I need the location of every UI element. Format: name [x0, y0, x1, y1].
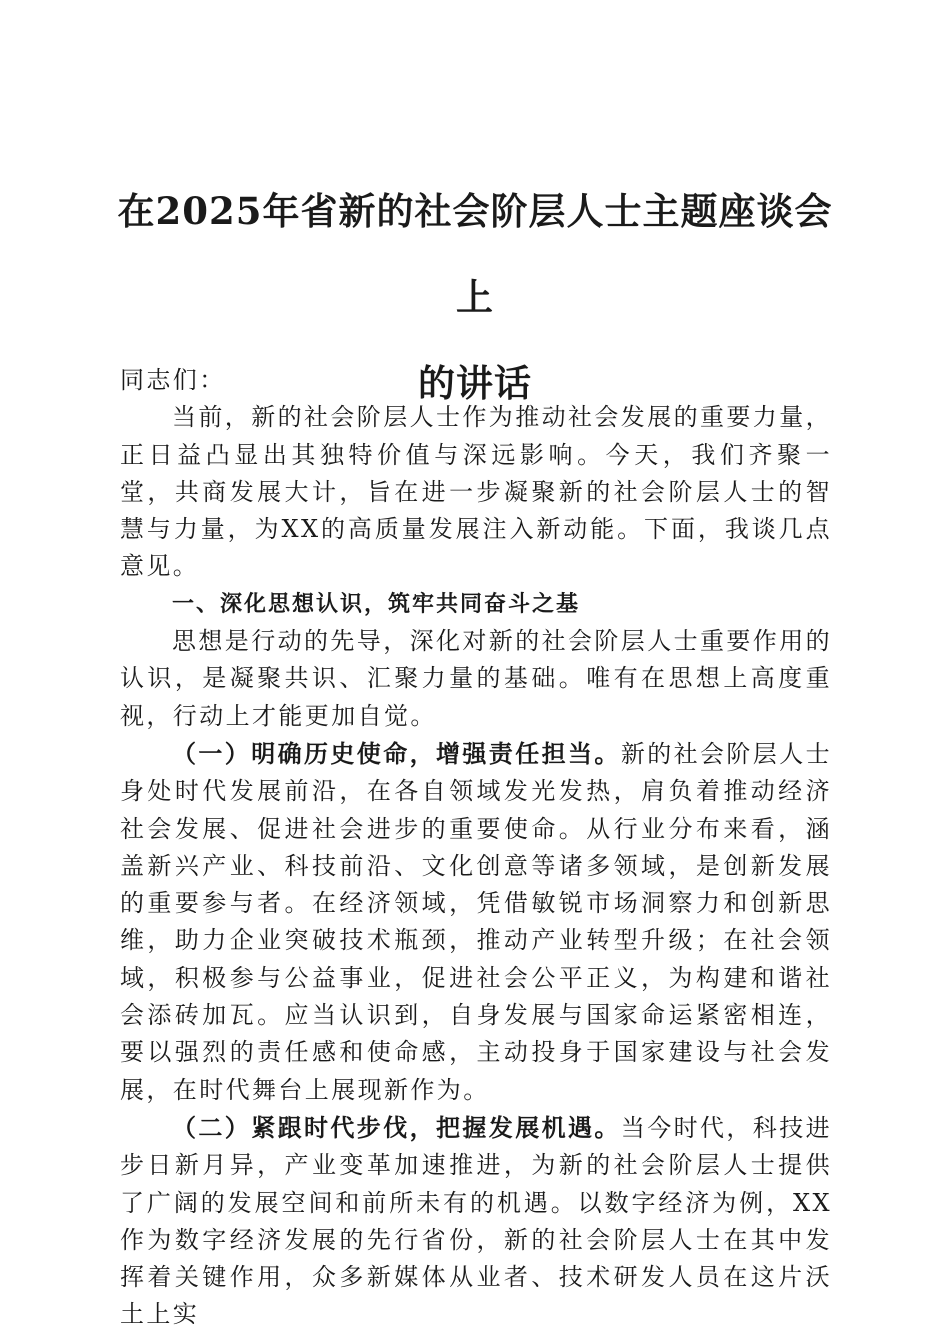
point-two-text: 当今时代，科技进步日新月异，产业变革加速推进，为新的社会阶层人士提供了广阔的发展空间和前所未有的机遇。以数字经济为例，XX作为数字经济发展的先行省份，新的社会阶层人士在其中发挥着关键作用，众多新媒体从业者、技术研发人员在这片沃土上实 — [120, 1113, 833, 1329]
point-two-paragraph — [120, 1109, 832, 1334]
salutation: 同志们： — [120, 366, 226, 394]
point-two-lead: （二）紧跟时代步伐，把握发展机遇。 — [172, 1112, 621, 1142]
document-body — [120, 362, 832, 1334]
point-one-paragraph — [120, 735, 832, 1109]
section-heading: 一、深化思想认识，筑牢共同奋斗之基 — [172, 591, 581, 617]
point-one-text: 新的社会阶层人士身处时代发展前沿，在各自领域发光发热，肩负着推动经济社会发展、促进社会进步的重要使命。从行业分布来看，涵盖新兴产业、科技前沿、文化创意等诸多领域，是创新发展的重要参与者。在经济领域，凭借敏锐市场洞察力和创新思维，助力企业突破技术瓶颈，推动产业转型升级；在社会领域，积极参与公益事业，促进社会公平正义，为构建和谐社会添砖加瓦。应当认识到，自身发展与国家命运紧密相连，要以强烈的责任感和使命感，主动投身于国家建设与社会发展，在时代舞台上展现新作为。 — [120, 739, 833, 1104]
title-line-1: 在2025年省新的社会阶层人士主题座谈会上 — [117, 189, 833, 319]
section-paragraph: 思想是行动的先导，深化对新的社会阶层人士重要作用的认识，是凝聚共识、汇聚力量的基础。唯有在思想上高度重视，行动上才能更加自觉。 — [120, 627, 832, 730]
point-one-lead: （一）明确历史使命，增强责任担当。 — [172, 738, 621, 768]
title-line-2: 的讲话 — [418, 361, 532, 405]
intro-paragraph: 当前，新的社会阶层人士作为推动社会发展的重要力量，正日益凸显出其独特价值与深远影响。今天，我们齐聚一堂，共商发展大计，旨在进一步凝聚新的社会阶层人士的智慧与力量，为XX的高质量发展注入新动能。下面，我谈几点意见。 — [120, 403, 832, 581]
